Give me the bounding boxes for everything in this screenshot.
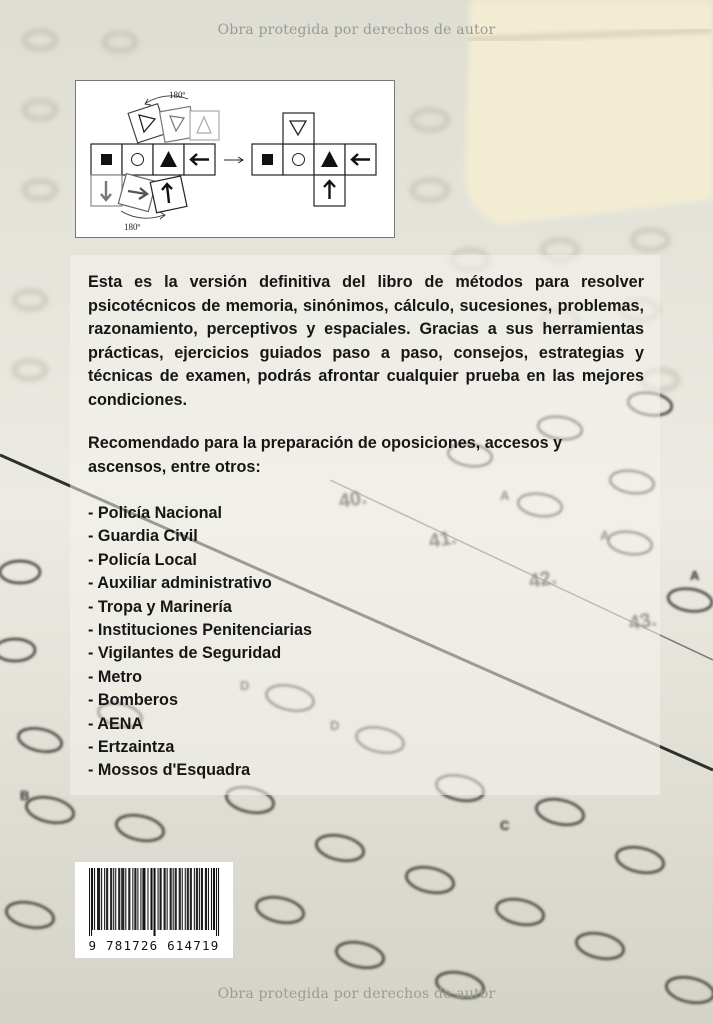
list-item: - Metro bbox=[88, 667, 142, 686]
barcode-bar bbox=[91, 868, 92, 936]
barcode-bar bbox=[202, 868, 203, 930]
copyright-watermark-top: Obra protegida por derechos de autor bbox=[217, 22, 496, 38]
barcode-bar bbox=[158, 868, 159, 930]
barcode-bar bbox=[175, 868, 176, 930]
copyright-watermark-bottom: Obra protegida por derechos de autor bbox=[217, 986, 496, 1002]
barcode-bar bbox=[98, 868, 99, 930]
barcode-bar bbox=[165, 868, 166, 930]
list-item: - Policía Nacional bbox=[88, 504, 223, 522]
book-description: Esta es la versión definitiva del libro de métodos para resolver psicotécnicos de memoria, sinónimos, cálculo, sucesiones, problemas, razonamiento, perceptivos y espaciales. Gracias a sus herramientas prácticas, ejercicios guiados paso a paso, consejos, estrategias y técnicas de examen, podrás afrontar cualquier prueba en las mejores condiciones. bbox=[88, 273, 644, 409]
barcode-bar bbox=[121, 868, 122, 930]
barcode-bar bbox=[135, 868, 136, 930]
barcode-bar bbox=[180, 868, 181, 930]
barcode-bar bbox=[125, 868, 126, 930]
bg-letter: B bbox=[20, 788, 30, 803]
list-item: - Guardia Civil bbox=[88, 527, 198, 546]
barcode-bar bbox=[194, 868, 195, 930]
barcode-bar bbox=[115, 868, 116, 930]
barcode-bar bbox=[201, 868, 202, 930]
cube-net-diagram bbox=[75, 80, 395, 238]
list-item: - Policía Local bbox=[88, 550, 197, 569]
barcode-bar bbox=[137, 868, 138, 930]
list-item: - Auxiliar administrativo bbox=[88, 574, 272, 593]
barcode-bar bbox=[199, 868, 200, 930]
barcode-bar bbox=[196, 868, 197, 930]
barcode-bar bbox=[188, 868, 189, 930]
isbn-number: 9 781726 614719 bbox=[88, 938, 220, 953]
rotation-label-top: 180º bbox=[169, 90, 186, 100]
barcode-bar bbox=[154, 868, 155, 936]
barcode-bar bbox=[213, 868, 214, 930]
barcode-bar bbox=[132, 868, 133, 930]
barcode-bar bbox=[206, 868, 207, 930]
barcode-bar bbox=[187, 868, 188, 930]
rotation-label-bottom: 180º bbox=[124, 222, 141, 232]
barcode-bar bbox=[179, 868, 180, 930]
barcode-bar bbox=[113, 868, 114, 930]
barcode-bars bbox=[75, 862, 233, 938]
barcode-bar bbox=[151, 868, 152, 930]
barcode-bar bbox=[122, 868, 123, 930]
barcode-bar bbox=[107, 868, 108, 930]
barcode-bar bbox=[205, 868, 206, 930]
barcode-bar bbox=[92, 868, 93, 930]
barcode-bar bbox=[150, 868, 151, 930]
barcode-bar bbox=[142, 868, 143, 930]
barcode-bar bbox=[182, 868, 183, 930]
barcode-bar bbox=[160, 868, 161, 930]
barcode-bar bbox=[119, 868, 120, 930]
barcode-bar bbox=[104, 868, 105, 930]
barcode-bar bbox=[101, 868, 102, 930]
barcode-bar bbox=[94, 868, 95, 930]
barcode-bar bbox=[144, 868, 145, 930]
barcode-bar bbox=[170, 868, 171, 930]
barcode-bar bbox=[161, 868, 162, 930]
list-item: - Mossos d'Esquadra bbox=[88, 761, 251, 780]
isbn-barcode bbox=[75, 862, 233, 958]
barcode-bar bbox=[155, 868, 156, 936]
list-item: - Ertzaintza bbox=[88, 738, 175, 757]
list-item: - AENA bbox=[88, 714, 144, 733]
barcode-bar bbox=[147, 868, 148, 930]
barcode-bar bbox=[211, 868, 212, 930]
barcode-bar bbox=[190, 868, 191, 930]
barcode-bar bbox=[97, 868, 98, 930]
barcode-bar bbox=[216, 868, 217, 936]
barcode-bar bbox=[197, 868, 198, 930]
barcode-bar bbox=[176, 868, 177, 930]
barcode-bar bbox=[110, 868, 111, 930]
barcode-bar bbox=[218, 868, 219, 936]
barcode-bar bbox=[171, 868, 172, 930]
barcode-bar bbox=[129, 868, 130, 930]
barcode-bar bbox=[140, 868, 141, 930]
barcode-bar bbox=[111, 868, 112, 930]
barcode-bar bbox=[123, 868, 124, 930]
list-item: - Vigilantes de Seguridad bbox=[88, 644, 282, 663]
barcode-bar bbox=[134, 868, 135, 930]
barcode-bar bbox=[173, 868, 174, 930]
recommendation-text: Recomendado para la preparación de oposiciones, accesos y ascensos, entre otros: bbox=[88, 434, 563, 476]
barcode-bar bbox=[191, 868, 192, 930]
barcode-bar bbox=[167, 868, 168, 930]
barcode-bar bbox=[89, 868, 90, 936]
exam-list bbox=[88, 502, 312, 783]
list-item: - Instituciones Penitenciarias bbox=[88, 621, 312, 640]
barcode-bar bbox=[118, 868, 119, 930]
barcode-bar bbox=[128, 868, 129, 930]
bg-letter: C bbox=[500, 818, 510, 833]
barcode-bar bbox=[164, 868, 165, 930]
list-item: - Bomberos bbox=[88, 691, 178, 710]
barcode-bar bbox=[185, 868, 186, 930]
barcode-bar bbox=[214, 868, 215, 930]
barcode-bar bbox=[106, 868, 107, 930]
barcode-bar bbox=[208, 868, 209, 930]
bg-letter: A bbox=[690, 568, 700, 583]
barcode-bar bbox=[99, 868, 100, 930]
barcode-bar bbox=[143, 868, 144, 930]
list-item: - Tropa y Marinería bbox=[88, 597, 232, 616]
